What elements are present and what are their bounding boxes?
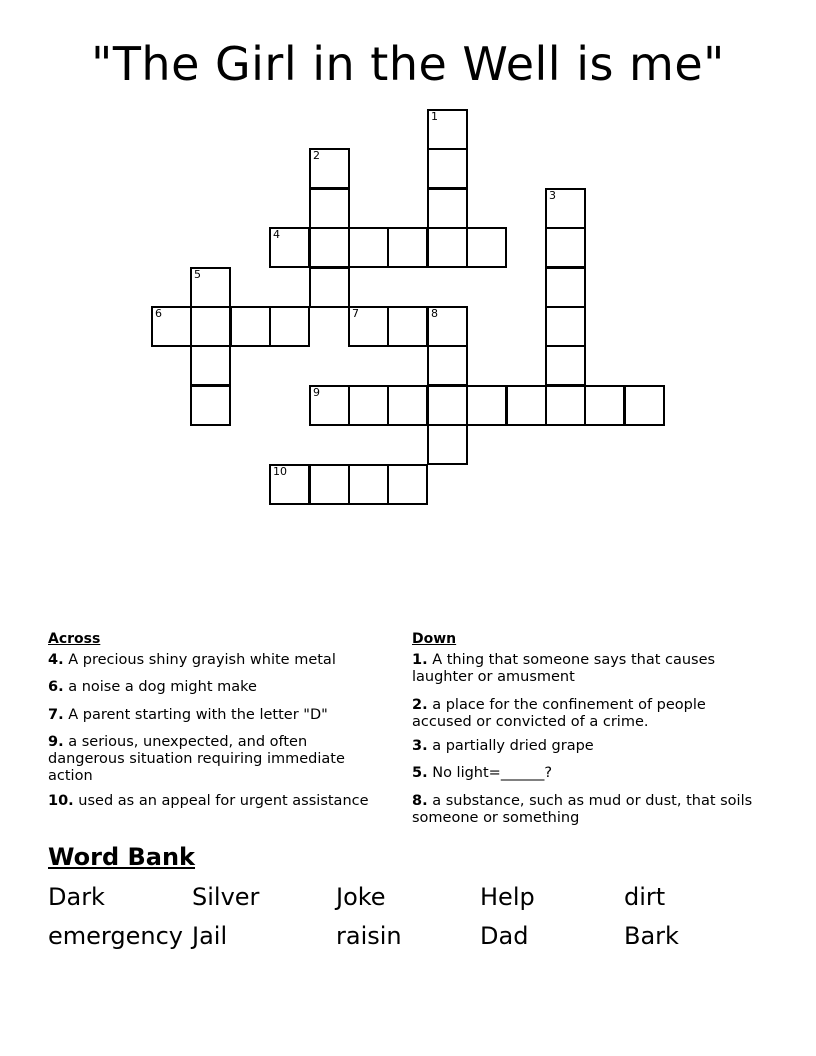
grid-cell[interactable] (545, 227, 586, 268)
across-heading: Across (48, 631, 101, 647)
clue-text: a partially dried grape (432, 738, 594, 754)
grid-cell[interactable] (269, 306, 310, 347)
grid-cell[interactable] (309, 385, 350, 426)
across-clue (48, 793, 388, 810)
grid-cell[interactable] (348, 464, 389, 505)
clue-number: 2. (412, 697, 428, 713)
clue-number-label: 1 (431, 110, 438, 123)
grid-cell[interactable] (151, 306, 192, 347)
word-bank-item: Joke (336, 883, 386, 911)
across-clue (48, 652, 388, 669)
grid-cell[interactable] (309, 148, 350, 189)
grid-cell[interactable] (624, 385, 665, 426)
clue-number-label: 4 (273, 228, 280, 241)
grid-cell[interactable] (427, 345, 468, 386)
clue-number-label: 6 (155, 307, 162, 320)
clue-number: 6. (48, 679, 64, 695)
clue-number: 10. (48, 793, 74, 809)
across-clue (48, 679, 388, 696)
clue-number: 9. (48, 734, 64, 750)
clue-text: a place for the confinement of people accused or convicted of a crime. (412, 697, 706, 730)
across-clue (48, 734, 388, 785)
grid-cell[interactable] (230, 306, 271, 347)
clue-number: 1. (412, 652, 428, 668)
grid-cell[interactable] (427, 306, 468, 347)
grid-cell[interactable] (466, 385, 507, 426)
clue-number: 8. (412, 793, 428, 809)
grid-cell[interactable] (309, 267, 350, 308)
word-bank-item: Silver (192, 883, 260, 911)
clue-number: 7. (48, 707, 64, 723)
grid-cell[interactable] (309, 188, 350, 229)
grid-cell[interactable] (348, 306, 389, 347)
grid-cell[interactable] (584, 385, 625, 426)
clue-text: used as an appeal for urgent assistance (78, 793, 369, 809)
grid-cell[interactable] (427, 385, 468, 426)
clue-number: 4. (48, 652, 64, 668)
grid-cell[interactable] (190, 345, 231, 386)
down-clue (412, 738, 762, 755)
grid-cell[interactable] (309, 464, 350, 505)
grid-cell[interactable] (545, 385, 586, 426)
clue-text: a serious, unexpected, and often dangerous situation requiring immediate action (48, 734, 345, 784)
grid-cell[interactable] (269, 464, 310, 505)
grid-cell[interactable] (348, 227, 389, 268)
grid-cell[interactable] (309, 227, 350, 268)
grid-cell[interactable] (427, 227, 468, 268)
clue-number: 3. (412, 738, 428, 754)
clue-number: 5. (412, 765, 428, 781)
grid-cell[interactable] (545, 306, 586, 347)
word-bank-item: Bark (624, 922, 679, 950)
clue-text: A parent starting with the letter "D" (68, 707, 328, 723)
grid-cell[interactable] (427, 424, 468, 465)
clue-number-label: 5 (194, 268, 201, 281)
page-title: "The Girl in the Well is me" (91, 37, 725, 91)
clue-number-label: 9 (313, 386, 320, 399)
grid-cell[interactable] (190, 267, 231, 308)
grid-cell[interactable] (545, 267, 586, 308)
word-bank-item: Dark (48, 883, 105, 911)
down-clue (412, 793, 762, 827)
grid-cell[interactable] (190, 306, 231, 347)
clue-number-label: 3 (549, 189, 556, 202)
grid-cell[interactable] (545, 188, 586, 229)
clue-number-label: 2 (313, 149, 320, 162)
grid-cell[interactable] (269, 227, 310, 268)
grid-cell[interactable] (506, 385, 547, 426)
grid-cell[interactable] (348, 385, 389, 426)
clue-number-label: 8 (431, 307, 438, 320)
word-bank-item: Help (480, 883, 535, 911)
clue-number-label: 10 (273, 465, 287, 478)
clue-text: A thing that someone says that causes laughter or amusment (412, 652, 716, 685)
grid-cell[interactable] (387, 464, 428, 505)
grid-cell[interactable] (387, 306, 428, 347)
clue-text: a substance, such as mud or dust, that soils someone or something (412, 793, 753, 826)
down-clue (412, 652, 762, 686)
grid-cell[interactable] (427, 109, 468, 150)
grid-cell[interactable] (387, 227, 428, 268)
word-bank-item: emergency (48, 922, 183, 950)
grid-cell[interactable] (387, 385, 428, 426)
grid-cell[interactable] (427, 188, 468, 229)
across-clue (48, 707, 388, 724)
clue-number-label: 7 (352, 307, 359, 320)
word-bank-item: Jail (192, 922, 228, 950)
word-bank-heading: Word Bank (48, 843, 196, 871)
down-heading: Down (412, 631, 457, 647)
word-bank-item: Dad (480, 922, 529, 950)
grid-cell[interactable] (466, 227, 507, 268)
grid-cell[interactable] (190, 385, 231, 426)
clue-text: No light=______? (432, 765, 553, 781)
down-clue (412, 697, 762, 731)
down-clue (412, 765, 762, 782)
grid-cell[interactable] (427, 148, 468, 189)
word-bank-item: dirt (624, 883, 666, 911)
clue-text: a noise a dog might make (68, 679, 257, 695)
grid-cell[interactable] (545, 345, 586, 386)
word-bank-item: raisin (336, 922, 402, 950)
clue-text: A precious shiny grayish white metal (68, 652, 336, 668)
